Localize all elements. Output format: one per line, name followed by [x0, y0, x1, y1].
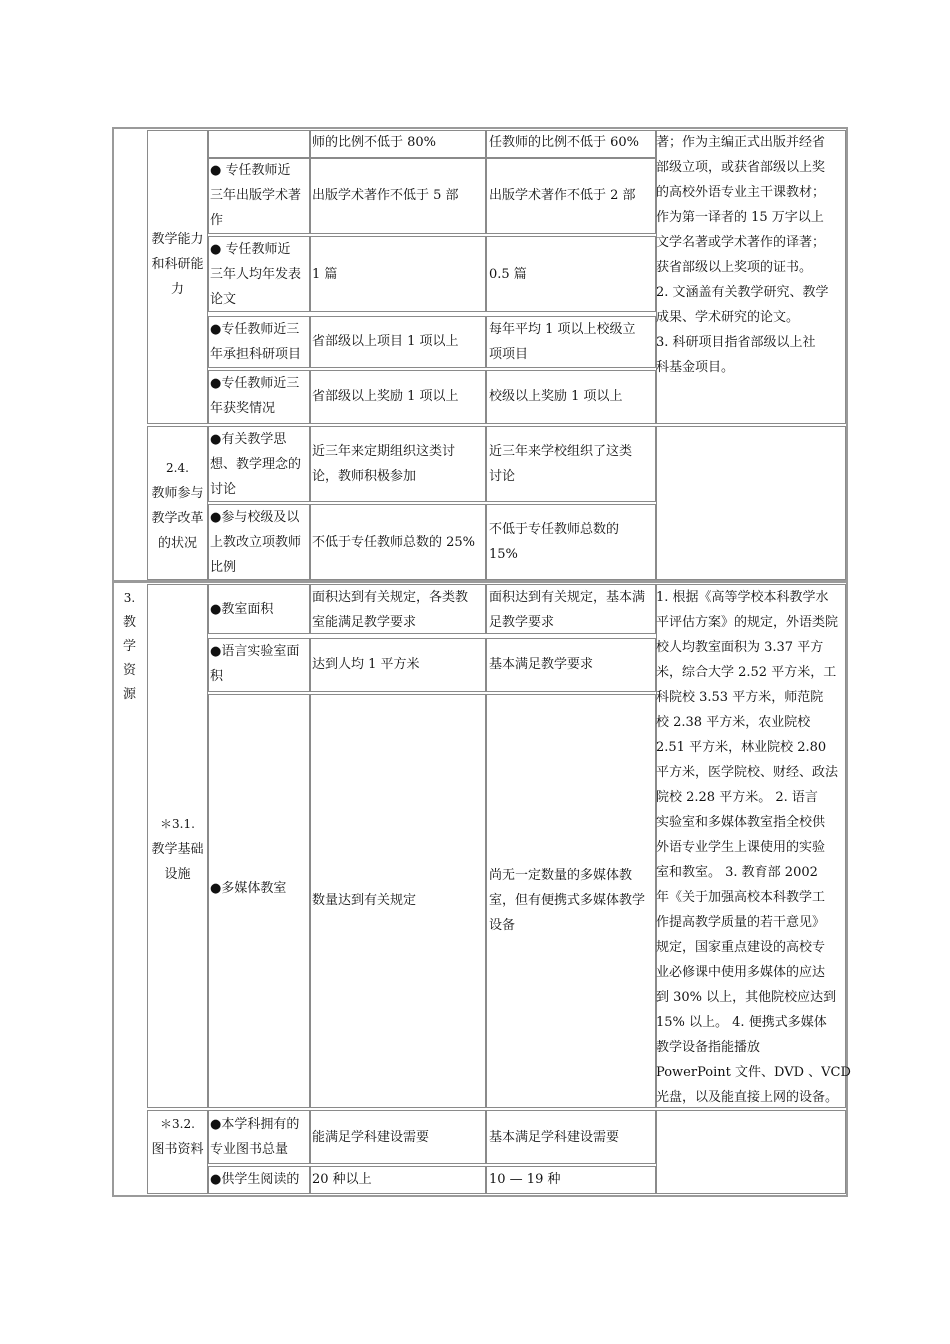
indicator-cell: ● 专任教师近 三年出版学术著 作: [210, 163, 302, 228]
table-cell: [208, 130, 310, 158]
a-standard-cell: 能满足学科建设需要: [312, 1130, 430, 1145]
indicator-cell: ●多媒体教室: [210, 881, 287, 896]
section-label: 3. 教 学 资 源: [122, 591, 136, 702]
c-standard-cell: 基本满足学科建设需要: [489, 1130, 620, 1145]
c-standard-cell: 基本满足教学要求: [489, 657, 594, 672]
table-cell: [656, 1110, 846, 1194]
c-standard-cell: 尚无一定数量的多媒体教 室，但有便携式多媒体教学 设备: [489, 868, 646, 933]
indicator-cell: ●有关教学思 想、教学理念的 讨论: [210, 432, 302, 497]
indicator-cell: ●专任教师近三 年获奖情况: [210, 376, 300, 416]
a-standard-cell: 不低于专任教师总数的 25%: [312, 535, 476, 550]
c-standard-cell: 任教师的比例不低于 60%: [489, 135, 640, 150]
a-standard-cell: 近三年来定期组织这类讨 论，教师积极参加: [312, 444, 456, 484]
a-standard-cell: 师的比例不低于 80%: [312, 135, 437, 150]
indicator-cell: ●参与校级及以 上教改立项教师 比例: [210, 510, 302, 575]
c-standard-cell: 近三年来学校组织了这类 讨论: [489, 444, 633, 484]
table-cell: [656, 426, 846, 580]
category-label: ＊3.2. 图书资料: [151, 1117, 204, 1157]
c-standard-cell: 0.5 篇: [489, 267, 527, 282]
a-standard-cell: 达到人均 1 平方米: [312, 657, 420, 672]
indicator-cell: ●本学科拥有的 专业图书总量: [210, 1117, 300, 1157]
category-label: 教学能力 和科研能 力: [151, 232, 204, 297]
a-standard-cell: 20 种以上: [312, 1172, 372, 1187]
c-standard-cell: 校级以上奖励 1 项以上: [489, 389, 623, 404]
indicator-cell: ●供学生阅读的: [210, 1172, 300, 1187]
c-standard-cell: 10 — 19 种: [489, 1172, 561, 1187]
a-standard-cell: 1 篇: [312, 267, 338, 282]
category-label: 2.4. 教师参与 教学改革 的状况: [151, 461, 204, 551]
c-standard-cell: 不低于专任教师总数的 15%: [489, 522, 620, 562]
a-standard-cell: 省部级以上项目 1 项以上: [312, 334, 459, 349]
c-standard-cell: 面积达到有关规定，基本满 足教学要求: [489, 590, 646, 630]
category-label: ＊3.1. 教学基础 设施: [151, 817, 204, 882]
section-divider: [112, 580, 848, 583]
table-cell: [208, 694, 310, 1108]
c-standard-cell: 每年平均 1 项以上校级立 项项目: [489, 322, 636, 362]
indicator-cell: ● 专任教师近 三年人均年发表 论文: [210, 242, 302, 307]
note-cell: 1. 根据《高等学校本科教学水 平评估方案》的规定，外语类院 校人均教室面积为 3.37 平方 米，综合大学 2.52 平方米，工 科院校 3.53 平方米，师范院 校 2.38 平方米，农业院校 2.51 平方米，林业院校 2.80 平方米，医学院校、财经、政法 院校 2.28 平方米。 2. 语言 实验室和多媒体教室指全校供 外语专业学生上课使用的实验 室和教室。 3. 教育部 2002 年《关于加强高校本科教学工 作提高教学质量的若干意见》 规定，国家重点建设的高校专 业必修课中使用多媒体的应达 到 30% 以上，其他院校应达到 15% 以上。 4. 便携式多媒体 教学设备指能播放 PowerPoint 文件、DVD 、VCD 光盘，以及能直接上网的设备。: [656, 590, 851, 1105]
a-standard-cell: 省部级以上奖励 1 项以上: [312, 389, 459, 404]
note-cell: 著；作为主编正式出版并经省 部级立项，或获省部级以上奖 的高校外语专业主干课教材； 作为第一译者的 15 万字以上 文学名著或学术著作的译著； 获省部级以上奖项的证书。 2. 文涵盖有关教学研究、教学 成果、学术研究的论文。 3. 科研项目指省部级以上社 科基金项目。: [656, 135, 829, 375]
a-standard-cell: 数量达到有关规定: [312, 893, 417, 908]
indicator-cell: ●专任教师近三 年承担科研项目: [210, 322, 302, 362]
indicator-cell: ●教室面积: [210, 602, 274, 617]
c-standard-cell: 出版学术著作不低于 2 部: [489, 188, 636, 203]
indicator-cell: ●语言实验室面 积: [210, 644, 300, 684]
a-standard-cell: 出版学术著作不低于 5 部: [312, 188, 459, 203]
a-standard-cell: 面积达到有关规定，各类教 室能满足教学要求: [312, 590, 469, 630]
